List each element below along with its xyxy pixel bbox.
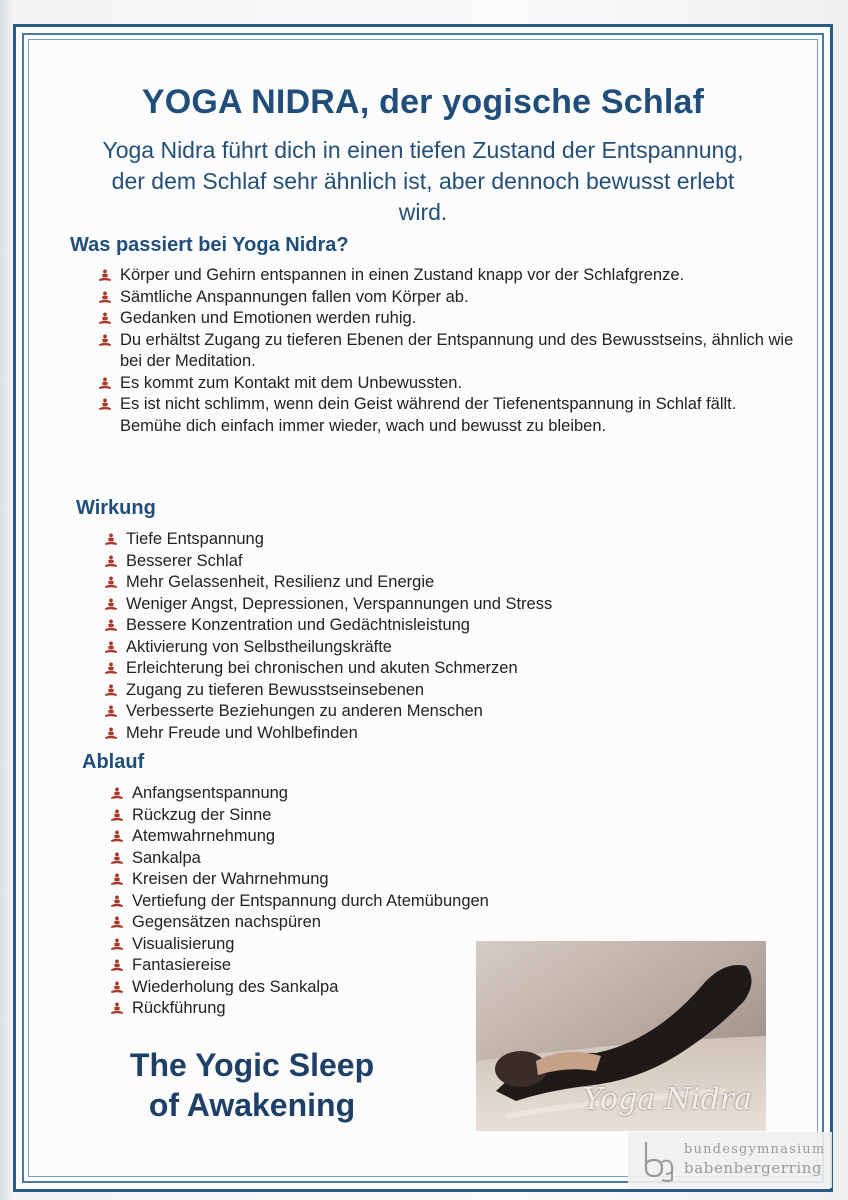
list-item [98,308,798,330]
meditating-figure-icon [98,312,112,325]
meditating-figure-icon [98,334,112,347]
list-item-text: Sämtliche Anspannungen fallen vom Körper ab. [120,287,469,306]
meditating-figure-icon [110,1002,124,1015]
list-item-text: Wiederholung des Sankalpa [132,977,339,996]
list-item [104,701,744,723]
list-ablauf [110,783,610,1020]
list-item-text: Mehr Freude und Wohlbefinden [126,723,358,742]
list-item-text: Weniger Angst, Depressionen, Verspannungen und Stress [126,594,553,613]
list-item-text: Atemwahrnehmung [132,827,276,845]
list-item [98,287,798,309]
list-item [104,723,744,745]
yoga-nidra-photo [476,941,766,1131]
list-item-text: Gedanken und Emotionen werden ruhig. [120,309,417,327]
reclining-woman-illustration [476,941,766,1131]
meditating-figure-icon [110,809,124,822]
meditating-figure-icon [98,269,112,282]
meditating-figure-icon [104,619,118,632]
list-item-text: Sankalpa [132,848,201,867]
list-item [98,265,798,287]
list-item-text: Erleichterung bei chronischen und akuten Schmerzen [126,659,518,677]
meditating-figure-icon [104,555,118,568]
meditating-figure-icon [98,398,112,411]
list-item [110,977,610,999]
list-item [98,330,798,373]
list-item [104,572,744,594]
meditating-figure-icon [110,981,124,994]
meditating-figure-icon [110,959,124,972]
meditating-figure-icon [98,377,112,390]
meditating-figure-icon [110,830,124,843]
list-item [110,998,610,1020]
closing-line-1: The Yogic Sleep [129,1047,375,1083]
list-item-text: Bessere Konzentration und Gedächtnisleistung [126,616,470,634]
list-item [104,594,744,616]
meditating-figure-icon [104,641,118,654]
meditating-figure-icon [104,662,118,675]
list-item [104,529,744,551]
school-logo [628,1132,832,1188]
bg-monogram-icon [638,1138,678,1182]
section-heading-was-passiert: Was passiert bei Yoga Nidra? [70,234,349,256]
meditating-figure-icon [104,684,118,697]
photo-caption: Yoga Nidra [582,1082,752,1117]
section-heading-wirkung: Wirkung [76,497,156,519]
list-item [104,680,744,702]
list-item-text: Tiefe Entspannung [126,530,264,548]
list-item [104,615,744,637]
closing-line-2: of Awakening [148,1087,356,1123]
meditating-figure-icon [104,705,118,718]
list-item-text: Rückführung [132,999,226,1017]
logo-text-line2: babenbergerring [684,1159,823,1177]
list-item-text: Besserer Schlaf [126,551,243,570]
meditating-figure-icon [98,291,112,304]
list-item-text: Gegensätzen nachspüren [132,913,321,931]
list-item [98,373,798,395]
meditating-figure-icon [104,598,118,611]
list-item [110,912,610,934]
list-item-text: Visualisierung [132,934,235,953]
list-item [110,805,610,827]
section-heading-ablauf: Ablauf [82,751,145,773]
list-item [110,955,610,977]
poster-title: YOGA NIDRA, der yogische Schlaf [141,83,705,121]
list-item-text: Rückzug der Sinne [132,805,272,824]
list-item [98,394,798,437]
meditating-figure-icon [110,787,124,800]
closing-tagline [102,1045,402,1125]
list-item-text: Du erhältst Zugang zu tieferen Ebenen der Entspannung und des Bewusstseins, ähnlich wie bei der Meditation. [120,330,794,370]
list-item-text: Verbesserte Beziehungen zu anderen Menschen [126,702,483,720]
logo-text-line1: bundesgymnasium [684,1142,826,1157]
poster [13,24,833,1192]
list-item [110,891,610,913]
meditating-figure-icon [110,916,124,929]
intro-text: Yoga Nidra führt dich in einen tiefen Zustand der Entspannung, der dem Schlaf sehr ähnlich ist, aber dennoch bewusst erlebt wird. [102,137,744,225]
list-item [110,826,610,848]
list-item [104,637,744,659]
list-item-text: Körper und Gehirn entspannen in einen Zustand knapp vor der Schlafgrenze. [120,266,685,284]
list-item [110,848,610,870]
meditating-figure-icon [110,873,124,886]
list-item [110,934,610,956]
list-item [104,551,744,573]
list-item-text: Aktivierung von Selbstheilungskräfte [126,637,392,656]
meditating-figure-icon [110,938,124,951]
meditating-figure-icon [110,852,124,865]
list-wirkung [104,529,744,744]
meditating-figure-icon [104,533,118,546]
list-item [110,783,610,805]
meditating-figure-icon [104,727,118,740]
list-item-text: Es ist nicht schlimm, wenn dein Geist während der Tiefenentspannung in Schlaf fällt. Bemühe dich einfach immer wieder, wach und bewusst zu bleiben. [120,395,737,435]
meditating-figure-icon [104,576,118,589]
list-item-text: Anfangsentspannung [132,784,288,802]
list-item [104,658,744,680]
list-item-text: Zugang zu tieferen Bewusstseinsebenen [126,680,425,699]
list-item-text: Vertiefung der Entspannung durch Atemübungen [132,891,489,910]
list-item-text: Mehr Gelassenheit, Resilienz und Energie [126,573,435,591]
meditating-figure-icon [110,895,124,908]
list-was-passiert [98,265,798,437]
list-item-text: Es kommt zum Kontakt mit dem Unbewussten. [120,373,463,392]
list-item-text: Kreisen der Wahrnehmung [132,870,329,888]
list-item [110,869,610,891]
list-item-text: Fantasiereise [132,956,232,974]
